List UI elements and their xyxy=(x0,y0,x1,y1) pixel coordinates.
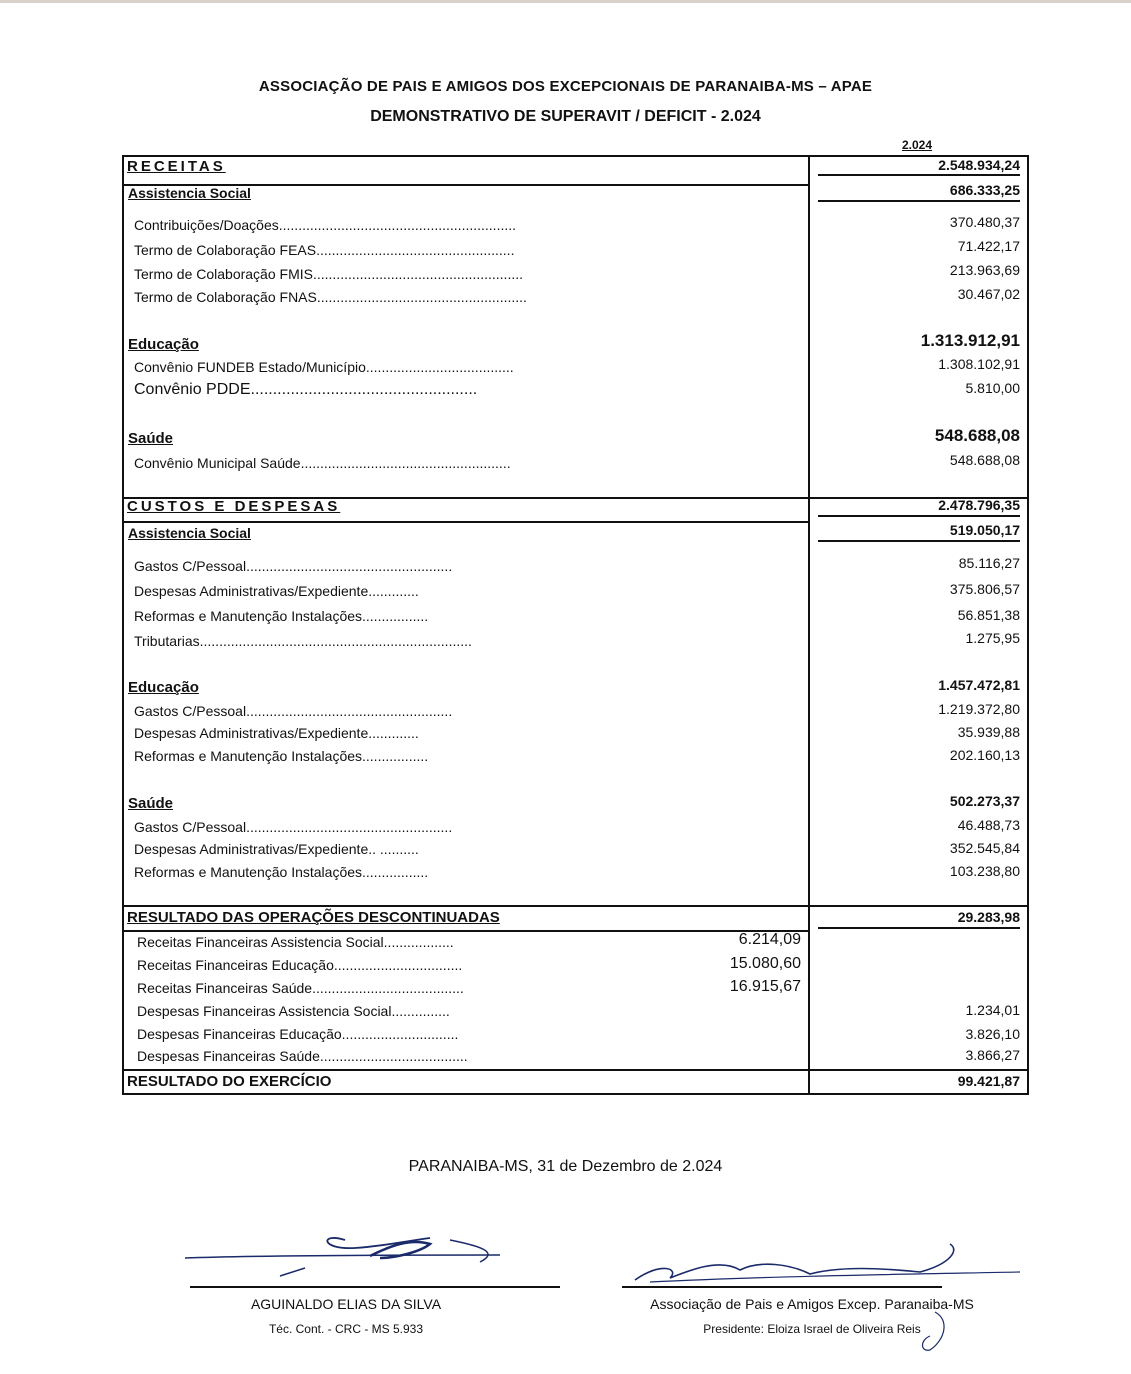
receita-item-value: 1.308.102,91 xyxy=(938,356,1020,372)
place-and-date: PARANAIBA-MS, 31 de Dezembro de 2.024 xyxy=(408,1158,723,1175)
custo-item-value: 375.806,57 xyxy=(949,581,1020,597)
receitas-assistencia-heading: Assistencia Social xyxy=(128,185,251,201)
rule xyxy=(124,930,808,932)
receita-item-label: Convênio FUNDEB Estado/Município...................................... xyxy=(134,359,514,375)
rule xyxy=(124,1069,1027,1071)
custo-item-label: Gastos C/Pessoal..................................................... xyxy=(134,819,453,835)
receitas-total: 2.548.934,24 xyxy=(938,157,1020,173)
custo-item-label: Reformas e Manutenção Instalações................. xyxy=(134,608,429,624)
rule xyxy=(818,515,1020,517)
receitas-header: RECEITAS xyxy=(127,158,226,175)
custo-item-value: 1.275,95 xyxy=(965,630,1020,646)
receita-item-value: 213.963,69 xyxy=(949,262,1020,278)
receita-item-value: 71.422,17 xyxy=(957,238,1020,254)
receitas-saude-total: 548.688,08 xyxy=(934,426,1020,445)
receita-financeira-label: Receitas Financeiras Assistencia Social.................. xyxy=(137,934,454,950)
left-signature-line xyxy=(190,1286,560,1288)
custo-item-value: 202.160,13 xyxy=(949,747,1020,763)
receita-item-value: 370.480,37 xyxy=(949,214,1020,230)
despesa-financeira-value: 1.234,01 xyxy=(965,1002,1020,1018)
despesa-financeira-label: Despesas Financeiras Educação.............................. xyxy=(137,1026,459,1042)
custo-item-value: 56.851,38 xyxy=(957,607,1020,623)
left-signer-name: AGUINALDO ELIAS DA SILVA xyxy=(250,1296,442,1312)
custo-item-label: Gastos C/Pessoal..................................................... xyxy=(134,558,453,574)
custos-saude-total: 502.273,37 xyxy=(949,793,1020,809)
receita-item-label: Convênio Municipal Saúde...................................................... xyxy=(134,455,511,471)
resultado-label: RESULTADO DO EXERCÍCIO xyxy=(127,1073,332,1090)
despesa-financeira-label: Despesas Financeiras Assistencia Social............... xyxy=(137,1003,450,1019)
receitas-assistencia-total: 686.333,25 xyxy=(949,182,1020,198)
scan-top-edge xyxy=(0,0,1131,3)
receita-financeira-label: Receitas Financeiras Saúde....................................... xyxy=(137,980,464,996)
custo-item-label: Gastos C/Pessoal..................................................... xyxy=(134,703,453,719)
descontinuadas-total: 29.283,98 xyxy=(957,909,1020,925)
descontinuadas-header: RESULTADO DAS OPERAÇÕES DESCONTINUADAS xyxy=(127,909,500,926)
custos-assistencia-total: 519.050,17 xyxy=(949,522,1020,538)
rule xyxy=(818,200,1020,202)
rule xyxy=(818,174,1020,176)
rule xyxy=(124,521,808,523)
right-signature-line xyxy=(622,1286,942,1288)
custo-item-label: Reformas e Manutenção Instalações................. xyxy=(134,864,429,880)
right-signer-role: Presidente: Eloiza Israel de Oliveira Reis xyxy=(703,1322,921,1336)
receita-financeira-value: 6.214,09 xyxy=(738,931,801,948)
custo-item-label: Despesas Administrativas/Expediente............. xyxy=(134,583,419,599)
left-signer-role: Téc. Cont. - CRC - MS 5.933 xyxy=(268,1322,424,1336)
receitas-educacao-total: 1.313.912,91 xyxy=(920,331,1020,350)
custo-item-value: 46.488,73 xyxy=(957,817,1020,833)
rule xyxy=(124,905,1027,907)
custos-assistencia-heading: Assistencia Social xyxy=(128,525,251,541)
column-divider xyxy=(808,155,810,1095)
document-subtitle: DEMONSTRATIVO DE SUPERAVIT / DEFICIT - 2.024 xyxy=(370,108,761,125)
receita-financeira-value: 15.080,60 xyxy=(729,955,801,972)
receitas-saude-heading: Saúde xyxy=(128,430,174,447)
custo-item-value: 1.219.372,80 xyxy=(938,701,1020,717)
left-signature-scribble xyxy=(180,1222,520,1282)
receita-item-value: 30.467,02 xyxy=(957,286,1020,302)
receita-item-value: 5.810,00 xyxy=(965,380,1020,396)
custo-item-value: 103.238,80 xyxy=(949,863,1020,879)
right-signer-org: Associação de Pais e Amigos Excep. Paranaiba-MS xyxy=(650,1296,974,1312)
custos-educacao-total: 1.457.472,81 xyxy=(938,677,1020,693)
custos-header: CUSTOS E DESPESAS xyxy=(127,498,341,515)
despesa-financeira-label: Despesas Financeiras Saúde...................................... xyxy=(137,1048,468,1064)
custo-item-label: Despesas Administrativas/Expediente............. xyxy=(134,725,419,741)
custo-item-value: 352.545,84 xyxy=(949,840,1020,856)
rule xyxy=(818,540,1020,542)
receita-financeira-label: Receitas Financeiras Educação................................. xyxy=(137,957,463,973)
custos-educacao-heading: Educação xyxy=(128,679,199,696)
year-column-header: 2.024 xyxy=(902,138,933,152)
receita-financeira-value: 16.915,67 xyxy=(729,978,801,995)
receitas-educacao-heading: Educação xyxy=(128,336,199,353)
rule xyxy=(818,927,1020,929)
receita-item-label: Convênio PDDE................................................... xyxy=(134,381,478,398)
custo-item-value: 85.116,27 xyxy=(958,555,1020,571)
receita-item-value: 548.688,08 xyxy=(949,452,1020,468)
custos-saude-heading: Saúde xyxy=(128,795,174,812)
custo-item-label: Tributarias...................................................................... xyxy=(134,633,472,649)
despesa-financeira-value: 3.866,27 xyxy=(965,1047,1020,1063)
custo-item-label: Despesas Administrativas/Expediente.. .......... xyxy=(134,841,419,857)
despesa-financeira-value: 3.826,10 xyxy=(965,1026,1020,1042)
document-title: ASSOCIAÇÃO DE PAIS E AMIGOS DOS EXCEPCIONAIS DE PARANAIBA-MS – APAE xyxy=(258,78,873,95)
receita-item-label: Termo de Colaboração FNAS...................................................... xyxy=(134,289,527,305)
receita-item-label: Termo de Colaboração FMIS...................................................... xyxy=(134,266,524,282)
receita-item-label: Termo de Colaboração FEAS................................................... xyxy=(134,242,515,258)
custo-item-value: 35.939,88 xyxy=(957,724,1020,740)
receita-item-label: Contribuições/Doações............................................................. xyxy=(134,217,517,233)
custos-total: 2.478.796,35 xyxy=(938,497,1020,513)
resultado-value: 99.421,87 xyxy=(957,1073,1020,1089)
custo-item-label: Reformas e Manutenção Instalações................. xyxy=(134,748,429,764)
